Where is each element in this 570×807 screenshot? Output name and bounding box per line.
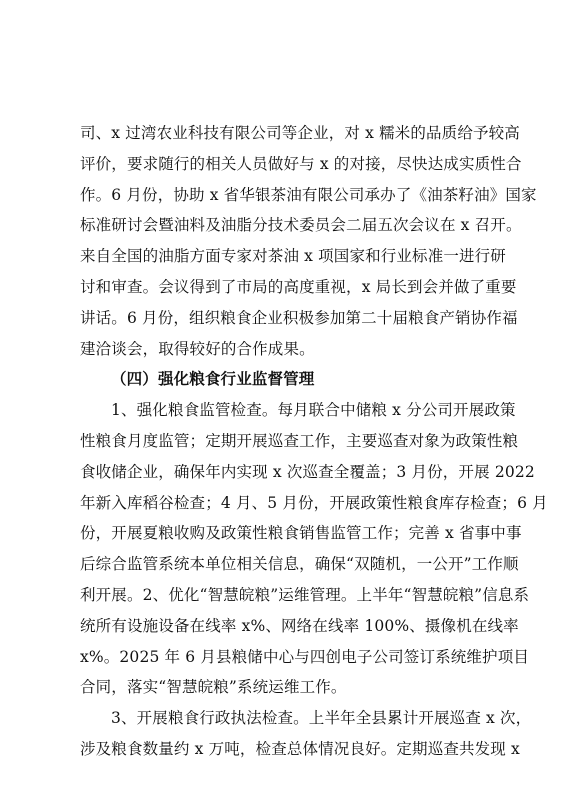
section-heading: （四）强化粮食行业监督管理 <box>111 369 315 389</box>
paragraph-line: 讲话。6 月份，组织粮食企业积极参加第二十届粮食产销协作福 <box>80 308 518 327</box>
paragraph-line: 建洽谈会，取得较好的合作成果。 <box>80 339 315 358</box>
paragraph-line: x%。2025 年 6 月县粮储中心与四创电子公司签订系统维护项目 <box>80 647 530 666</box>
paragraph-line: 涉及粮食数量约 x 万吨，检查总体情况良好。定期巡查共发现 x <box>80 739 520 758</box>
paragraph-line: 统所有设施设备在线率 x%、网络在线率 100%、摄像机在线率 <box>80 616 519 635</box>
paragraph-line: 讨和审查。会议得到了市局的高度重视，x 局长到会并做了重要 <box>80 277 517 296</box>
document-body <box>80 118 548 765</box>
paragraph-line: 性粮食月度监管；定期开展巡查工作，主要巡查对象为政策性粮 <box>80 431 519 450</box>
paragraph-line: 份，开展夏粮收购及政策性粮食销售监管工作；完善 x 省事中事 <box>80 524 522 543</box>
paragraph-line: 标准研讨会暨油料及油脂分技术委员会二届五次会议在 x 召开。 <box>80 216 522 235</box>
paragraph-line: 来自全国的油脂方面专家对茶油 x 项国家和行业标准一进行研 <box>80 247 506 266</box>
paragraph-line: 食收储企业，确保年内实现 x 次巡查全覆盖；3 月份，开展 2022 <box>80 462 535 481</box>
paragraph-line: 利开展。2、优化“智慧皖粮”运维管理。上半年“智慧皖粮”信息系 <box>80 585 530 604</box>
paragraph-line: 司、x 过湾农业科技有限公司等企业，对 x 糯米的品质给予较高 <box>80 124 520 142</box>
paragraph-line: 后综合监管系统本单位相关信息，确保“双随机，一公开”工作顺 <box>80 555 519 574</box>
paragraph-line: 作。6 月份，协助 x 省华银茶油有限公司承办了《油茶籽油》国家 <box>80 185 537 204</box>
paragraph-line: 年新入库稻谷检查；4 月、5 月份，开展政策性粮食库存检查；6 月 <box>80 493 548 512</box>
paragraph-line: 合同，落实“智慧皖粮”系统运维工作。 <box>80 678 347 697</box>
paragraph-line: 1、强化粮食监管检查。每月联合中储粮 x 分公司开展政策 <box>111 401 516 420</box>
paragraph-line: 评价，要求随行的相关人员做好与 x 的对接，尽快达成实质性合 <box>80 154 522 173</box>
paragraph-line: 3、开展粮食行政执法检查。上半年全县累计开展巡查 x 次， <box>111 709 532 728</box>
